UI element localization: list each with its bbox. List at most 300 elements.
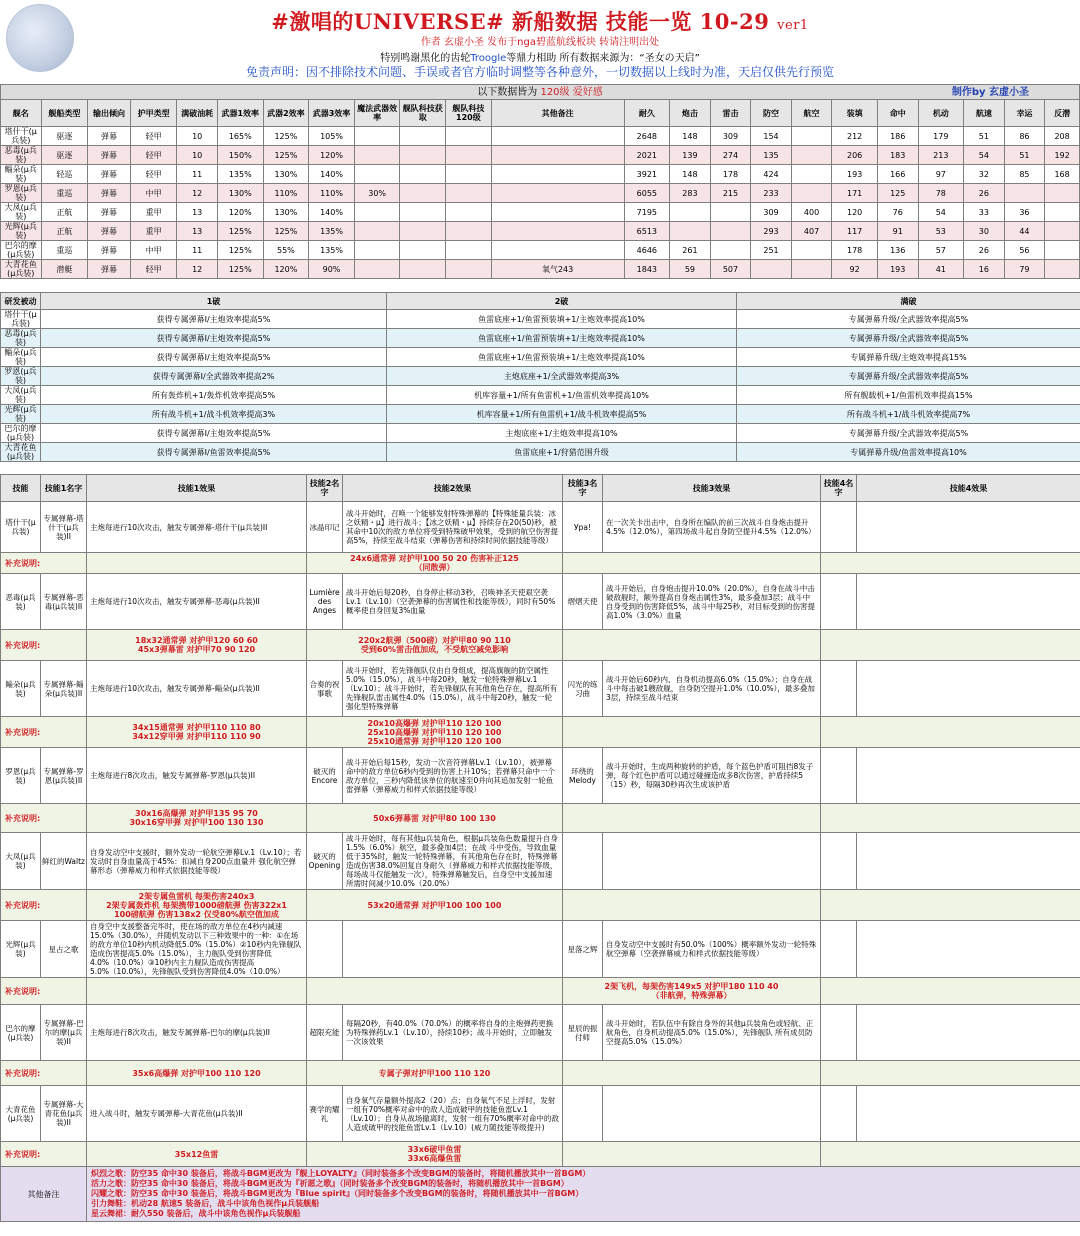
stat-cell-w1: 165% bbox=[217, 127, 263, 146]
skill1-name: 专属弹幕-大青花鱼(μ兵装)II bbox=[41, 1086, 87, 1142]
supplement-blank bbox=[87, 553, 307, 574]
break-effect-b3: 专属弹幕升级/全武器效率提高5% bbox=[737, 310, 1080, 329]
stat-cell-acc: 136 bbox=[877, 241, 918, 260]
break-effect-b2: 主炮底座+1/全武器效率提高3% bbox=[387, 367, 737, 386]
stats-col-header: 幸运 bbox=[1004, 100, 1045, 127]
stats-col-header: 炮击 bbox=[670, 100, 711, 127]
skill-ship-name: 光辉(μ兵装) bbox=[1, 921, 41, 978]
stat-cell-oil: 10 bbox=[177, 127, 218, 146]
skill-row bbox=[1, 833, 1080, 890]
stat-cell-w3: 120% bbox=[309, 146, 355, 165]
stat-cell-name: 大凤(μ兵装) bbox=[1, 203, 42, 222]
skill2-name bbox=[307, 921, 343, 978]
skill1-effect: 进入战斗时，触发专属弹幕-大青花鱼(μ兵装)II bbox=[87, 1086, 307, 1142]
stat-cell-tech bbox=[400, 222, 446, 241]
skill1-effect: 主炮每进行8次攻击，触发专属弹幕-罗恩(μ兵装)II bbox=[87, 748, 307, 804]
stat-cell-w1: 125% bbox=[217, 241, 263, 260]
stat-cell-type: 轻巡 bbox=[41, 165, 88, 184]
stats-col-header: 舰队科技获取 bbox=[400, 100, 446, 127]
stat-cell-tech120 bbox=[446, 146, 492, 165]
stat-cell-note bbox=[491, 146, 624, 165]
stat-cell-trp: 215 bbox=[710, 184, 751, 203]
skill2-effect bbox=[343, 921, 563, 978]
break-effect-b3: 专属弹幕升级/全武器效率提高5% bbox=[737, 424, 1080, 443]
stat-cell-armor: 轻甲 bbox=[130, 146, 177, 165]
stat-cell-w3: 135% bbox=[309, 241, 355, 260]
stats-banner-cell bbox=[1, 85, 1080, 100]
stat-cell-out: 弹幕 bbox=[88, 127, 131, 146]
break-effect-b3: 专属弹幕升级/鱼雷效率提高10% bbox=[737, 443, 1080, 462]
skill4-name bbox=[821, 1005, 857, 1061]
supplement-label: 补充说明: bbox=[1, 630, 87, 661]
header bbox=[0, 0, 1080, 84]
stat-cell-hp: 7195 bbox=[624, 203, 670, 222]
stat-cell-rld: 212 bbox=[832, 127, 878, 146]
stat-cell-acc: 76 bbox=[877, 203, 918, 222]
skills-col-header: 技能1效果 bbox=[87, 475, 307, 502]
stat-cell-aa: 251 bbox=[751, 241, 792, 260]
supplement-s2: 50x6弹幕雷 对护甲80 100 130 bbox=[307, 804, 563, 833]
stat-cell-type: 正航 bbox=[41, 203, 88, 222]
stats-col-header: 反潜 bbox=[1045, 100, 1080, 127]
stat-cell-fp: 59 bbox=[670, 260, 711, 279]
sources-line bbox=[0, 49, 1080, 64]
break-effect-b2: 鱼雷底座+1/鱼雷预装填+1/主炮效率提高10% bbox=[387, 310, 737, 329]
stat-cell-fp: 148 bbox=[670, 127, 711, 146]
skill1-name: 专属弹幕-巴尔的摩(μ兵装)II bbox=[41, 1005, 87, 1061]
break-ship-name: 塔什干(μ兵装) bbox=[1, 310, 41, 329]
skill1-name: 专属弹幕-鲻朵(μ兵装)II bbox=[41, 661, 87, 717]
ship-stat-row bbox=[1, 203, 1080, 222]
stat-cell-name: 塔什干(μ兵装) bbox=[1, 127, 42, 146]
stat-cell-oil: 10 bbox=[177, 146, 218, 165]
stat-cell-magic bbox=[354, 146, 400, 165]
stat-cell-tech bbox=[400, 260, 446, 279]
stat-cell-w2: 125% bbox=[263, 146, 309, 165]
skill3-effect bbox=[603, 1086, 821, 1142]
notes-content bbox=[87, 1167, 1080, 1222]
skill2-name: 冰晶印记 bbox=[307, 502, 343, 553]
sources-post: 等鼎力相助 所有数据来源为：“圣女の天启” bbox=[506, 53, 700, 64]
skill2-name: 超限充能 bbox=[307, 1005, 343, 1061]
supplement-s1: 18x32通常弹 对护甲120 60 60 45x3弹幕雷 对护甲70 90 120 bbox=[87, 630, 307, 661]
supplement-blank bbox=[821, 553, 1080, 574]
supplement-row bbox=[1, 1142, 1080, 1167]
skills-table bbox=[0, 474, 1080, 1222]
stat-cell-lck: 51 bbox=[1004, 146, 1045, 165]
stat-cell-out: 弹幕 bbox=[88, 165, 131, 184]
stat-cell-oil: 13 bbox=[177, 222, 218, 241]
stats-col-header: 输出倾向 bbox=[88, 100, 131, 127]
break-effect-b1: 所有轰炸机+1/轰炸机效率提高5% bbox=[41, 386, 387, 405]
skill3-effect: 战斗开始后60秒内，自身机动提高6.0%（15.0%）；自身在战斗中每击破1艘敌舰，自身防空提升1.0%（10.0%），最多叠加3层，持续至战斗结束 bbox=[603, 661, 821, 717]
stat-cell-trp: 274 bbox=[710, 146, 751, 165]
stat-cell-type: 重巡 bbox=[41, 241, 88, 260]
stat-cell-asw bbox=[1045, 203, 1080, 222]
skill3-effect: 在一次关卡出击中，自身所在编队的前三次战斗自身炮击提升4.5%（12.0%），第四场战斗起自身防空提升4.5%（12.0%） bbox=[603, 502, 821, 553]
stat-cell-type: 重巡 bbox=[41, 184, 88, 203]
stat-cell-lck: 85 bbox=[1004, 165, 1045, 184]
supplement-label: 补充说明: bbox=[1, 804, 87, 833]
supplement-blank bbox=[563, 630, 821, 661]
break-effect-b2: 机库容量+1/所有鱼雷机+1/战斗机效率提高5% bbox=[387, 405, 737, 424]
stat-cell-eva: 97 bbox=[918, 165, 964, 184]
stat-cell-type: 驱逐 bbox=[41, 146, 88, 165]
skill2-name: 赛学的耀礼 bbox=[307, 1086, 343, 1142]
stat-cell-acc: 186 bbox=[877, 127, 918, 146]
skill4-name bbox=[821, 661, 857, 717]
skill-ship-name: 塔什干(μ兵装) bbox=[1, 502, 41, 553]
stat-cell-tech120 bbox=[446, 222, 492, 241]
supplement-blank bbox=[563, 804, 821, 833]
skill2-name: 破灭的Opening bbox=[307, 833, 343, 890]
skill4-effect bbox=[857, 661, 1080, 717]
skill-row bbox=[1, 921, 1080, 978]
stat-cell-w1: 135% bbox=[217, 165, 263, 184]
supplement-s2: 24x6通常弹 对护甲100 50 20 伤害补正125 （同散弹） bbox=[307, 553, 563, 574]
skills-col-header: 技能4名字 bbox=[821, 475, 857, 502]
stat-cell-w1: 150% bbox=[217, 146, 263, 165]
stat-cell-avi bbox=[791, 260, 832, 279]
skill3-name bbox=[563, 1086, 603, 1142]
supplement-blank bbox=[563, 553, 821, 574]
stat-cell-avi: 407 bbox=[791, 222, 832, 241]
banner-level: 120级 爱好感 bbox=[540, 86, 603, 98]
break-row bbox=[1, 348, 1080, 367]
stat-cell-hp: 2648 bbox=[624, 127, 670, 146]
stats-col-header: 护甲类型 bbox=[130, 100, 177, 127]
breaks-col-header: 2破 bbox=[387, 293, 737, 310]
stat-cell-acc: 125 bbox=[877, 184, 918, 203]
stat-cell-armor: 轻甲 bbox=[130, 165, 177, 184]
skill4-effect bbox=[857, 1086, 1080, 1142]
supplement-row bbox=[1, 717, 1080, 748]
stat-cell-name: 罗恩(μ兵装) bbox=[1, 184, 42, 203]
stat-cell-w1: 120% bbox=[217, 203, 263, 222]
stat-cell-type: 正航 bbox=[41, 222, 88, 241]
stat-cell-spd: 26 bbox=[964, 184, 1005, 203]
sources-highlight: Troogle bbox=[470, 53, 507, 64]
skill2-name: 破灭的Encore bbox=[307, 748, 343, 804]
stat-cell-w1: 125% bbox=[217, 260, 263, 279]
stat-cell-out: 弹幕 bbox=[88, 146, 131, 165]
break-row bbox=[1, 367, 1080, 386]
break-effect-b1: 获得专属弹幕I/主炮效率提高5% bbox=[41, 348, 387, 367]
stats-col-header: 机动 bbox=[918, 100, 964, 127]
skills-col-header: 技能3效果 bbox=[603, 475, 821, 502]
stat-cell-hp: 1843 bbox=[624, 260, 670, 279]
ship-stat-row bbox=[1, 127, 1080, 146]
break-row bbox=[1, 424, 1080, 443]
skill-row bbox=[1, 1086, 1080, 1142]
skill4-effect bbox=[857, 574, 1080, 630]
stats-col-header: 魔法武器效率 bbox=[354, 100, 400, 127]
stat-cell-w3: 105% bbox=[309, 127, 355, 146]
stats-col-header: 防空 bbox=[751, 100, 792, 127]
stat-cell-tech120 bbox=[446, 260, 492, 279]
stat-cell-magic bbox=[354, 165, 400, 184]
stat-cell-magic: 30% bbox=[354, 184, 400, 203]
break-effect-b2: 鱼雷底座+1/狩猎范围升级 bbox=[387, 443, 737, 462]
skill-row bbox=[1, 502, 1080, 553]
break-effect-b3: 所有舰载机+1/鱼雷机效率提高15% bbox=[737, 386, 1080, 405]
stat-cell-hp: 6513 bbox=[624, 222, 670, 241]
stat-cell-type: 潜艇 bbox=[41, 260, 88, 279]
stat-cell-note bbox=[491, 203, 624, 222]
stat-cell-out: 弹幕 bbox=[88, 203, 131, 222]
stat-cell-asw bbox=[1045, 260, 1080, 279]
stat-cell-tech bbox=[400, 165, 446, 184]
skill1-effect: 自身发动空中支援时，额外发动一轮航空弹幕Lv.1（Lv.10）；若发动时自身血量高于45%：扣减自身200点血量并 强化航空弹幕形态（弹幕威力和样式依据技能等级） bbox=[87, 833, 307, 890]
stat-cell-lck: 36 bbox=[1004, 203, 1045, 222]
stat-cell-asw: 192 bbox=[1045, 146, 1080, 165]
stat-cell-armor: 轻甲 bbox=[130, 127, 177, 146]
supplement-label: 补充说明: bbox=[1, 978, 87, 1005]
stat-cell-asw bbox=[1045, 222, 1080, 241]
break-ship-name: 鲻朵(μ兵装) bbox=[1, 348, 41, 367]
skill1-effect: 主炮每进行8次攻击，触发专属弹幕-巴尔的摩(μ兵装)II bbox=[87, 1005, 307, 1061]
break-ship-name: 大青花鱼(μ兵装) bbox=[1, 443, 41, 462]
supplement-s1: 35x12鱼雷 bbox=[87, 1142, 307, 1167]
stats-table bbox=[0, 84, 1080, 279]
supplement-row bbox=[1, 1061, 1080, 1086]
skill4-effect bbox=[857, 1005, 1080, 1061]
stat-cell-out: 弹幕 bbox=[88, 241, 131, 260]
supplement-label: 补充说明: bbox=[1, 553, 87, 574]
break-effect-b2: 主炮底座+1/主炮效率提高10% bbox=[387, 424, 737, 443]
supplement-label: 补充说明: bbox=[1, 1061, 87, 1086]
skill-ship-name: 恶毒(μ兵装) bbox=[1, 574, 41, 630]
break-ship-name: 恶毒(μ兵装) bbox=[1, 329, 41, 348]
supplement-s2: 220x2航弹（500磅）对护甲80 90 110 受到60%雷击值加成，不受航空减免影响 bbox=[307, 630, 563, 661]
supplement-s1: 30x16高爆弹 对护甲135 95 70 30x16穿甲弹 对护甲100 130 130 bbox=[87, 804, 307, 833]
supplement-blank bbox=[821, 890, 1080, 921]
stat-cell-name: 恶毒(μ兵装) bbox=[1, 146, 42, 165]
stat-cell-eva: 53 bbox=[918, 222, 964, 241]
stat-cell-w2: 125% bbox=[263, 127, 309, 146]
supplement-s1: 2架专属鱼雷机 每架伤害240x3 2架专属轰炸机 每架携带1000磅航弹 伤害322x1 100磅航弹 伤害138x2 仅受80%航空值加成 bbox=[87, 890, 307, 921]
break-effect-b1: 获得专属弹幕I/主炮效率提高5% bbox=[41, 310, 387, 329]
break-row bbox=[1, 386, 1080, 405]
supplement-s2: 专属子弹对护甲100 110 120 bbox=[307, 1061, 563, 1086]
stat-cell-name: 巴尔的摩(μ兵装) bbox=[1, 241, 42, 260]
stat-cell-tech bbox=[400, 146, 446, 165]
stats-col-header: 航空 bbox=[791, 100, 832, 127]
stat-cell-w1: 130% bbox=[217, 184, 263, 203]
stat-cell-tech bbox=[400, 127, 446, 146]
stats-col-header: 其他备注 bbox=[491, 100, 624, 127]
stat-cell-lck: 86 bbox=[1004, 127, 1045, 146]
stat-cell-fp bbox=[670, 203, 711, 222]
break-row bbox=[1, 329, 1080, 348]
stats-banner bbox=[1, 85, 1080, 100]
notes-line: 闪耀之歌：防空35 命中30 装备后，将战斗BGM更改为『Blue spirit』（同时装备多个改变BGM的装备时，将随机播放其中一首BGM） bbox=[91, 1189, 584, 1198]
stat-cell-aa: 293 bbox=[751, 222, 792, 241]
skill1-name: 专属弹幕-恶毒(μ兵装)II bbox=[41, 574, 87, 630]
stat-cell-armor: 中甲 bbox=[130, 241, 177, 260]
skill2-effect: 战斗开始时，若先锋舰队仅由自身组成，提高旗舰的防空属性5.0%（15.0%），战斗中每20秒，触发一轮特殊弹幕Lv.1（Lv.10）；战斗开始时，若先锋舰队有其他角色存在，提高所有先锋舰队雷击属性4.0%（15.0%），战斗中每20秒，触发一轮强化型特殊弹幕 bbox=[343, 661, 563, 717]
stat-cell-armor: 中甲 bbox=[130, 184, 177, 203]
stat-cell-tech120 bbox=[446, 184, 492, 203]
stat-cell-magic bbox=[354, 222, 400, 241]
supplement-row bbox=[1, 630, 1080, 661]
stat-cell-note: 氧气243 bbox=[491, 260, 624, 279]
skill4-name bbox=[821, 1086, 857, 1142]
stat-cell-avi: 400 bbox=[791, 203, 832, 222]
stat-cell-w3: 140% bbox=[309, 203, 355, 222]
skills-col-header: 技能 bbox=[1, 475, 41, 502]
breaks-col-header: 研发被动 bbox=[1, 293, 41, 310]
skill3-name bbox=[563, 833, 603, 890]
stat-cell-avi bbox=[791, 127, 832, 146]
ship-stat-row bbox=[1, 222, 1080, 241]
skill-ship-name: 大凤(μ兵装) bbox=[1, 833, 41, 890]
skill1-name: 鲜红的Waltz bbox=[41, 833, 87, 890]
stat-cell-w3: 110% bbox=[309, 184, 355, 203]
stat-cell-hp: 2021 bbox=[624, 146, 670, 165]
break-row bbox=[1, 405, 1080, 424]
stat-cell-spd: 30 bbox=[964, 222, 1005, 241]
skill1-name: 星占之歌 bbox=[41, 921, 87, 978]
skill-row bbox=[1, 748, 1080, 804]
skills-col-header: 技能4效果 bbox=[857, 475, 1080, 502]
break-effect-b3: 专属弹幕升级/主炮效率提高15% bbox=[737, 348, 1080, 367]
skill3-name: Урa! bbox=[563, 502, 603, 553]
breaks-col-header: 1破 bbox=[41, 293, 387, 310]
stat-cell-oil: 12 bbox=[177, 184, 218, 203]
stats-col-header: 雷击 bbox=[710, 100, 751, 127]
stat-cell-trp bbox=[710, 203, 751, 222]
notes-line: 星云舞裙：耐久550 装备后，战斗中该角色视作μ兵装舰船 bbox=[91, 1209, 301, 1218]
stat-cell-armor: 重甲 bbox=[130, 222, 177, 241]
stat-cell-note bbox=[491, 165, 624, 184]
sources-pre: 特别鸣谢黑化的齿轮 bbox=[380, 53, 471, 64]
supplement-blank bbox=[87, 978, 307, 1005]
supplement-s3: 2架飞机，每架伤害149x5 对护甲180 110 40 （非航弹，特殊弹幕） bbox=[563, 978, 821, 1005]
stat-cell-rld: 193 bbox=[832, 165, 878, 184]
stat-cell-avi bbox=[791, 241, 832, 260]
skill3-effect bbox=[603, 833, 821, 890]
stat-cell-w2: 125% bbox=[263, 222, 309, 241]
stat-cell-w2: 55% bbox=[263, 241, 309, 260]
supplement-row bbox=[1, 978, 1080, 1005]
skill-row bbox=[1, 1005, 1080, 1061]
skill3-name: 星落之辉 bbox=[563, 921, 603, 978]
stat-cell-lck: 44 bbox=[1004, 222, 1045, 241]
supplement-row bbox=[1, 890, 1080, 921]
break-ship-name: 大凤(μ兵装) bbox=[1, 386, 41, 405]
stat-cell-spd: 54 bbox=[964, 146, 1005, 165]
supplement-blank bbox=[821, 804, 1080, 833]
stat-cell-eva: 78 bbox=[918, 184, 964, 203]
break-effect-b3: 所有战斗机+1/战斗机效率提高7% bbox=[737, 405, 1080, 424]
skill1-effect: 自身空中支援整备完毕时，使在场的敌方单位在4秒内减速15.0%（30.0%），并随机发动以下三种效果中的一种：①在场的敌方单位10秒内机动降低5.0%（15.0%）②10秒内先锋舰队造成伤害提高5.0%（15.0%），主力舰队受到伤害降低4.0%（10.0%）③10秒内主力舰队造成伤害提高5.0%（10.0%），先锋舰队受到伤害降低4.0%（10.0%） bbox=[87, 921, 307, 978]
skill3-effect: 战斗开始时，生成两种旋转的护盾，每个蓝色护盾可阻挡8发子弹，每个红色护盾可以通过碰撞造成多8次伤害，护盾持续5（15）秒，每隔30秒再次生成该护盾 bbox=[603, 748, 821, 804]
stat-cell-avi bbox=[791, 165, 832, 184]
stat-cell-note bbox=[491, 127, 624, 146]
stats-col-header: 舰名 bbox=[1, 100, 42, 127]
stat-cell-rld: 171 bbox=[832, 184, 878, 203]
skill2-effect: 战斗开始后每15秒，发动一次音符弹幕Lv.1（Lv.10），被弹幕命中的敌方单位6秒内受到的伤害上升10%；若弹幕只命中一个敌方单位，三秒内降低该单位的航速至0并向其追加发射一轮鱼雷弹幕（弹幕威力和样式依据技能等级） bbox=[343, 748, 563, 804]
breaks-header-row bbox=[1, 293, 1080, 310]
stat-cell-fp: 261 bbox=[670, 241, 711, 260]
skill4-name bbox=[821, 921, 857, 978]
stat-cell-magic bbox=[354, 260, 400, 279]
stat-cell-lck: 79 bbox=[1004, 260, 1045, 279]
notes-line: 炽烈之歌：防空35 命中30 装备后，将战斗BGM更改为『舰上LOYALTY』（同时装备多个改变BGM的装备时，将随机播放其中一首BGM） bbox=[91, 1169, 591, 1178]
ship-stat-row bbox=[1, 260, 1080, 279]
stat-cell-note bbox=[491, 184, 624, 203]
stat-cell-armor: 重甲 bbox=[130, 203, 177, 222]
skill2-effect: 战斗开始时，每有其他μ兵装角色，根据μ兵装角色数量提升自身1.5%（6.0%）航空，最多叠加4层；在战 斗中受伤，导致血量低于35%时，触发一轮特殊弹幕，有其他角色存在时，特殊弹幕造成伤害38.0%回复自身耐久（弹幕威力和样式依据技能等级，每场战斗仅能触发一次），特殊弹幕触发后，自身空中支援加速所需时间减少10.0%（20.0%） bbox=[343, 833, 563, 890]
skill2-effect: 战斗开始时，召唤一个能够发射特殊弹幕的【特殊能量兵装：冰之妖精・μ】进行战斗；【冰之妖精・μ】持续存在20(50)秒，被其命中10次的敌方单位将受到特殊破甲效果，受到的航空伤害提高5%，持续至战斗结束（弹幕伤害和持续时间依据技能等级） bbox=[343, 502, 563, 553]
stat-cell-spd: 33 bbox=[964, 203, 1005, 222]
stat-cell-trp: 178 bbox=[710, 165, 751, 184]
skill-row bbox=[1, 574, 1080, 630]
stat-cell-eva: 54 bbox=[918, 203, 964, 222]
ship-stat-row bbox=[1, 165, 1080, 184]
supplement-label: 补充说明: bbox=[1, 1142, 87, 1167]
stat-cell-w2: 120% bbox=[263, 260, 309, 279]
supplement-row bbox=[1, 553, 1080, 574]
title-text: #激唱的UNIVERSE# 新船数据 技能一览 10-29 bbox=[271, 9, 770, 34]
stat-cell-fp: 139 bbox=[670, 146, 711, 165]
banner-author: 制作by 玄虚小圣 bbox=[951, 86, 1029, 98]
break-effect-b1: 所有战斗机+1/战斗机效率提高3% bbox=[41, 405, 387, 424]
supplement-blank bbox=[821, 1142, 1080, 1167]
break-effect-b2: 鱼雷底座+1/鱼雷预装填+1/主炮效率提高10% bbox=[387, 348, 737, 367]
stat-cell-tech bbox=[400, 241, 446, 260]
stat-cell-w3: 90% bbox=[309, 260, 355, 279]
stats-col-header: 武器3效率 bbox=[309, 100, 355, 127]
skill4-effect bbox=[857, 833, 1080, 890]
supplement-blank bbox=[563, 890, 821, 921]
break-row bbox=[1, 443, 1080, 462]
stat-cell-rld: 206 bbox=[832, 146, 878, 165]
stat-cell-magic bbox=[354, 127, 400, 146]
stat-cell-name: 鲻朵(μ兵装) bbox=[1, 165, 42, 184]
skill2-effect: 每隔20秒，有40.0%（70.0%）的概率将自身的主炮弹药更换为特殊弹药Lv.1（Lv.10），持续10秒；战斗开始时，立即触发一次该效果 bbox=[343, 1005, 563, 1061]
stat-cell-tech bbox=[400, 184, 446, 203]
stat-cell-acc: 91 bbox=[877, 222, 918, 241]
skill1-effect: 主炮每进行10次攻击，触发专属弹幕-塔什干(μ兵装)II bbox=[87, 502, 307, 553]
stat-cell-rld: 178 bbox=[832, 241, 878, 260]
skill-ship-name: 巴尔的摩(μ兵装) bbox=[1, 1005, 41, 1061]
stat-cell-spd: 51 bbox=[964, 127, 1005, 146]
stat-cell-note bbox=[491, 222, 624, 241]
supplement-blank bbox=[307, 978, 563, 1005]
stat-cell-asw: 208 bbox=[1045, 127, 1080, 146]
stat-cell-name: 光辉(μ兵装) bbox=[1, 222, 42, 241]
skills-header-row bbox=[1, 475, 1080, 502]
stat-cell-oil: 11 bbox=[177, 165, 218, 184]
stat-cell-lck: 56 bbox=[1004, 241, 1045, 260]
stat-cell-eva: 213 bbox=[918, 146, 964, 165]
skill-ship-name: 罗恩(μ兵装) bbox=[1, 748, 41, 804]
skill1-name: 专属弹幕-罗恩(μ兵装)II bbox=[41, 748, 87, 804]
stat-cell-aa: 233 bbox=[751, 184, 792, 203]
stat-cell-spd: 26 bbox=[964, 241, 1005, 260]
ship-stat-row bbox=[1, 241, 1080, 260]
page-title bbox=[0, 6, 1080, 36]
supplement-blank bbox=[821, 630, 1080, 661]
stat-cell-asw bbox=[1045, 184, 1080, 203]
stat-cell-armor: 轻甲 bbox=[130, 260, 177, 279]
stat-cell-avi bbox=[791, 184, 832, 203]
skill3-name: 星辰的振付师 bbox=[563, 1005, 603, 1061]
stat-cell-acc: 193 bbox=[877, 260, 918, 279]
break-ship-name: 罗恩(μ兵装) bbox=[1, 367, 41, 386]
